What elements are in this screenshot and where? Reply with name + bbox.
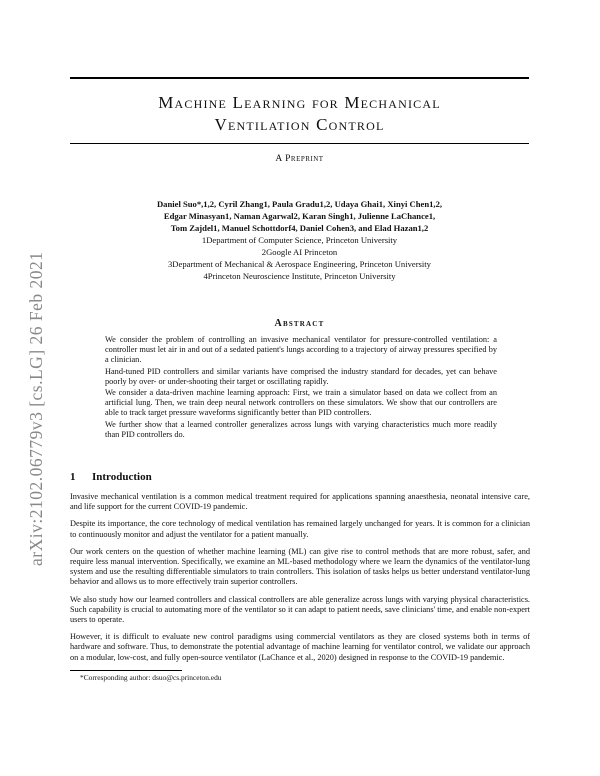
title-line-1: Machine Learning for Mechanical (158, 93, 441, 112)
author-line-2: Edgar Minasyan1, Naman Agarwal2, Karan Singh1, Julienne LaChance1, (163, 211, 436, 221)
abstract-heading: Abstract (274, 318, 325, 329)
affiliation-4: 4Princeton Neuroscience Institute, Princeton University (203, 271, 396, 281)
abstract-paragraph: We consider the problem of controlling an invasive mechanical ventilator for pressure-controlled ventilation: a controller must let air in and out of a sedated patient's lungs according to a trajectory of airway pressures specified by a clinician. (105, 335, 497, 365)
body-paragraph: However, it is difficult to evaluate new control paradigms using commercial ventilators as they are closed systems both in terms of hardware and software. Thus, to demonstrate the potential advantage of machine learning for ventilator control, we validate our approach on a modular, low-cost, and fully open-source ventilator (LaChance et al., 2020) designed in response to the COVID-19 pandemic. (70, 632, 530, 662)
arxiv-stamp: arXiv:2102.06779v3 [cs.LG] 26 Feb 2021 (26, 251, 46, 566)
title-rule-bottom (70, 143, 529, 144)
section-heading (70, 471, 152, 483)
abstract-paragraph: We consider a data-driven machine learning approach: First, we train a simulator based on data we collect from an artificial lung. Then, we train deep neural network controllers on these simulators. We show that our controllers are able to track target pressure waveforms significantly better than PID controllers. (105, 388, 497, 418)
affiliation-1: 1Department of Computer Science, Princeton University (201, 235, 398, 245)
title-rule-top (70, 77, 529, 79)
section-title: Introduction (92, 471, 152, 483)
author-line-3: Tom Zajdel1, Manuel Schottdorf4, Daniel Cohen3, and Elad Hazan1,2 (170, 223, 429, 233)
author-block (70, 198, 529, 282)
body-paragraph: Invasive mechanical ventilation is a common medical treatment required for applications spanning anaesthesia, neonatal intensive care, and life support for the current COVID-19 pandemic. (70, 492, 530, 512)
affiliation-2: 2Google AI Princeton (261, 247, 338, 257)
footnote: *Corresponding author: dsuo@cs.princeton.edu (80, 673, 222, 682)
body-paragraph: We also study how our learned controllers and classical controllers are able generalize across lungs with varying physical characteristics. Such capability is crucial to automating more of the ventilator so it can adapt to patient needs, save clinicians' time, and enable non-expert users to operate. (70, 594, 530, 625)
paper-title (70, 92, 529, 136)
title-line-2: Ventilation Control (214, 115, 385, 134)
footnote-rule (70, 670, 182, 671)
abstract-paragraph: Hand-tuned PID controllers and similar variants have comprised the industry standard for decades, yet can behave poorly by over- or under-shooting their target or oscillating rapidly. (105, 366, 497, 386)
author-line-1: Daniel Suo*,1,2, Cyril Zhang1, Paula Gradu1,2, Udaya Ghai1, Xinyi Chen1,2, (156, 199, 443, 209)
preprint-label: A Preprint (275, 154, 324, 164)
body-paragraph: Despite its importance, the core technology of medical ventilation has remained largely unchanged for years. It is common for a clinician to continuously monitor and adjust the ventilator for a patient manually. (70, 519, 530, 539)
section-number: 1 (70, 471, 76, 483)
abstract-paragraph: We further show that a learned controller generalizes across lungs with varying characteristics much more readily than PID controllers do. (105, 419, 497, 439)
body-text (70, 492, 530, 670)
affiliation-3: 3Department of Mechanical & Aerospace Engineering, Princeton University (168, 259, 431, 269)
body-paragraph: Our work centers on the question of whether machine learning (ML) can give rise to control methods that are more robust, safer, and require less manual intervention. Specifically, we examine an ML-based methodology where we learn the dynamics of the ventilator-lung system and use the resulting differentiable simulators to train controllers. This isolation of tasks helps us better understand ventilator-lung behavior and allows us to more effectively train superior controllers. (70, 546, 530, 587)
abstract-text (105, 335, 497, 441)
